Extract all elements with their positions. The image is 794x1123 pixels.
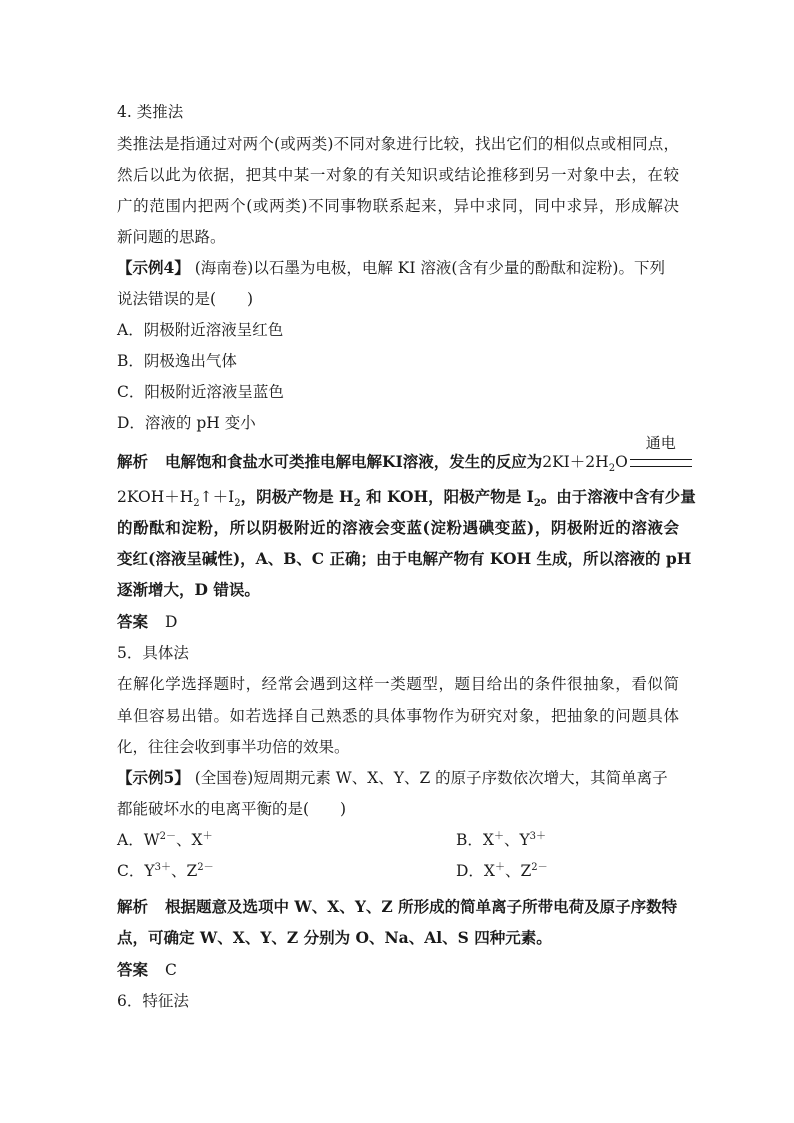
- option-a: A．阴极附近溶液呈红色: [117, 321, 284, 339]
- section-heading-6: 6．特征法: [117, 992, 189, 1010]
- analysis-4-line4: 变红(溶液呈碱性)，A、B、C 正确；由于电解产物有 KOH 生成，所以溶液的 pH: [117, 549, 692, 568]
- options-row-2: [117, 860, 679, 882]
- option-d: D．溶液的 pH 变小: [117, 414, 256, 432]
- analysis-4-line2: $2KOH+H_2↑+I_2$，阴极产物是 $H_2$ 和 KOH，阳极产物是 $I_2$。由于溶液中含有少量: [117, 487, 696, 510]
- section-heading-4: 4. 类推法: [117, 103, 184, 121]
- example-4-question-cont: 说法错误的是( ): [117, 290, 254, 308]
- example-tag: 【示例5】: [117, 768, 190, 787]
- paragraph-line: 在解化学选择题时，经常会遇到这样一类题型，题目给出的条件很抽象，看似简: [117, 675, 679, 693]
- paragraph-line: 单但容易出错。如若选择自己熟悉的具体事物作为研究对象，把抽象的问题具体: [117, 707, 679, 725]
- analysis-4-line1: [117, 434, 679, 475]
- option-b: B．X＋、$Y^{3+}$: [456, 830, 547, 849]
- options-row-1: [117, 829, 679, 851]
- analysis-text: 电解饱和食盐水可类推电解电解KI溶液，发生的反应为: [165, 452, 543, 471]
- reaction-left: $2KI+2H_2O$: [542, 453, 628, 475]
- reaction-condition: 通电: [645, 434, 676, 452]
- answer-4: [117, 611, 679, 633]
- paragraph-line: 化，往往会收到事半功倍的效果。: [117, 738, 350, 756]
- analysis-5-line2: 点，可确定 W、X、Y、Z 分别为 O、Na、Al、S 四种元素。: [117, 928, 552, 947]
- paragraph-line: 广的范围内把两个(或两类)不同事物联系起来，异中求同，同中求异，形成解决: [117, 197, 679, 215]
- analysis-5-line1: [117, 896, 679, 918]
- analysis-4-line5: 逐渐增大，D 错误。: [117, 580, 260, 599]
- option-a: A．$W^{2-}$、X＋: [117, 830, 213, 849]
- analysis-label: 解析: [117, 452, 149, 471]
- option-c: C．阳极附近溶液呈蓝色: [117, 383, 284, 401]
- section-heading-5: 5．具体法: [117, 644, 189, 662]
- paragraph-line: 然后以此为依据，把其中某一对象的有关知识或结论推移到另一对象中去，在较: [117, 166, 679, 184]
- answer-label: 答案: [117, 612, 149, 631]
- option-b: B．阴极逸出气体: [117, 352, 237, 370]
- option-d: D．X＋、$Z^{2-}$: [456, 861, 548, 880]
- paragraph-line: 类推法是指通过对两个(或两类)不同对象进行比较，找出它们的相似点或相同点，: [117, 135, 679, 153]
- example-4-question: [117, 257, 679, 279]
- example-5-question: [117, 767, 679, 789]
- option-c: C．$Y^{3+}$、$Z^{2-}$: [117, 861, 214, 880]
- answer-value: C: [165, 961, 177, 979]
- example-5-question-cont: 都能破坏水的电离平衡的是( ): [117, 800, 347, 818]
- analysis-4-line3: 的酚酞和淀粉，所以阴极附近的溶液会变蓝(淀粉遇碘变蓝)，阴极附近的溶液会: [117, 518, 679, 537]
- answer-label: 答案: [117, 960, 149, 979]
- example-tag: 【示例4】: [117, 258, 190, 277]
- paragraph-line: 新问题的思路。: [117, 228, 226, 246]
- example-text: (海南卷)以石墨为电极，电解 KI 溶液(含有少量的酚酞和淀粉)。下列: [194, 259, 665, 277]
- answer-value: D: [165, 613, 178, 631]
- reaction-arrow: [630, 434, 692, 473]
- answer-5: [117, 959, 679, 981]
- example-text: (全国卷)短周期元素 W、X、Y、Z 的原子序数依次增大，其简单离子: [194, 769, 668, 787]
- analysis-label: 解析: [117, 897, 149, 916]
- analysis-text: 根据题意及选项中 W、X、Y、Z 所形成的简单离子所带电荷及原子序数特: [165, 897, 678, 916]
